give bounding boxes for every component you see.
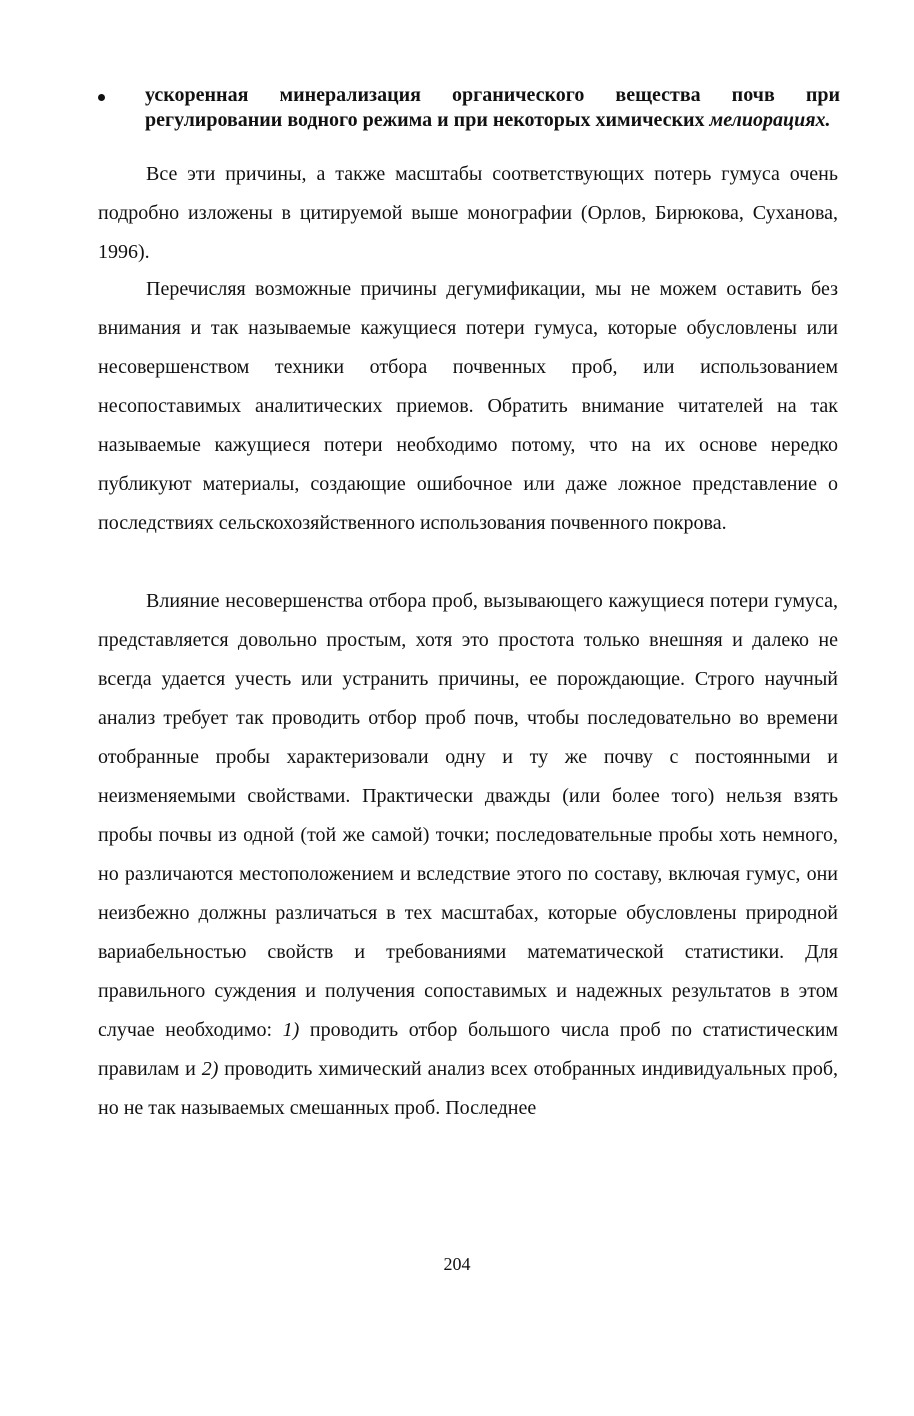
paragraph-apparent-losses: Перечисляя возможные причины дегумификации, мы не можем оставить без внимания и так называемые кажущиеся потери гумуса, которые обусловлены или несовершенством техники отбора почвенных проб, или использованием несопоставимых аналитических приемов. Обратить внимание читателей на так называемые кажущиеся потери необходимо потому, что на их основе нередко публикуют материалы, создающие ошибочное или даже ложное представление о последствиях сельскохозяйственного использования почвенного покрова. (98, 278, 838, 534)
bullet-text (145, 83, 840, 133)
p3-list-number-1: 1) (282, 1019, 300, 1041)
p3-text-part3: проводить химический анализ всех отобранных индивидуальных проб, но не так называемых смешанных проб. Последнее (98, 1058, 838, 1119)
bullet-main-text: ускоренная минерализация органического вещества почв при регулировании водного режима и при некоторых химических (145, 84, 840, 131)
bullet-list-item (98, 83, 840, 133)
paragraph-causes-summary: Все эти причины, а также масштабы соответствующих потерь гумуса очень подробно изложены в цитируемой выше монографии (Орлов, Бирюкова, Суханова, 1996). (98, 163, 838, 263)
bullet-dot-icon (98, 94, 105, 101)
p3-text-part2: проводить отбор большого числа проб по статистическим правилам и (98, 1019, 838, 1080)
bullet-italic-text: мелиорациях. (709, 109, 831, 131)
p3-list-number-2: 2) (201, 1058, 219, 1080)
p3-text-part1: Влияние несовершенства отбора проб, вызывающего кажущиеся потери гумуса, представляется довольно простым, хотя это простота только внешняя и далеко не всегда удается учесть или устранить причины, ее порождающие. Строго научный анализ требует так проводить отбор проб почв, чтобы последовательно во времени отобранные пробы характеризовали одну и ту же почву с постоянными и неизменяемыми свойствами. Практически дважды (или более того) нельзя взять пробы почвы из одной (той же самой) точки; последовательные пробы хоть немного, но различаются местоположением и вследствие этого по составу, включая гумус, они неизбежно должны различаться в тех масштабах, которые обусловлены природной вариабельностью свойств и требованиями математической статистики. Для правильного суждения и получения сопоставимых и надежных результатов в этом случае необходимо: (98, 590, 838, 1041)
paragraph-sampling-influence (98, 582, 838, 1128)
page-number: 204 (443, 1254, 471, 1274)
